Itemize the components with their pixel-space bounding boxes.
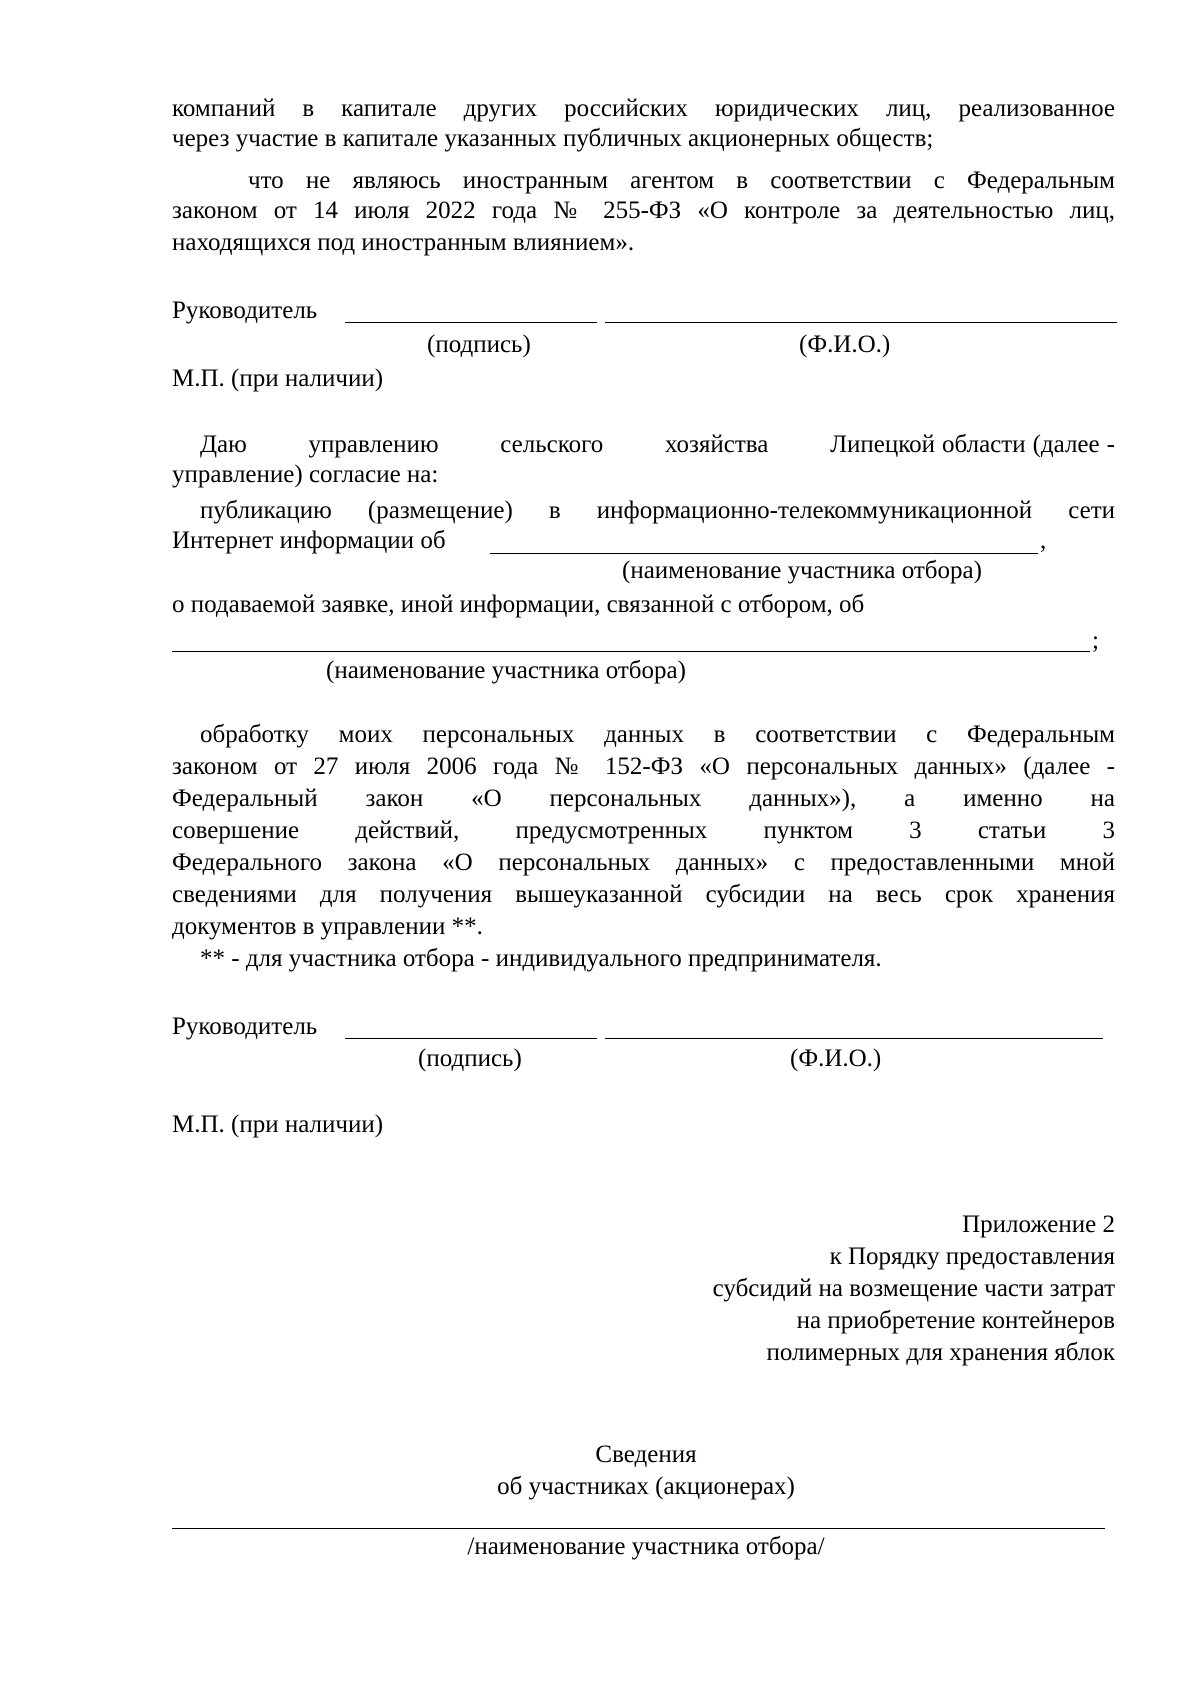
- publish-line-1: публикацию (размещение) в информационно-телекоммуникационной сети: [200, 497, 1115, 524]
- publish-line-2-prefix: Интернет информации об: [172, 527, 446, 554]
- application-line: о подаваемой заявке, иной информации, связанной с отбором, об: [172, 591, 865, 618]
- signature-2-name-line: [605, 1038, 1103, 1039]
- signature-1-label: Руководитель: [172, 297, 318, 324]
- appendix-line-3: субсидий на возмещение части затрат: [712, 1275, 1115, 1302]
- consent-word: сельского: [500, 431, 604, 458]
- info-participant-hint: /наименование участника отбора/: [467, 1533, 825, 1560]
- personal-line-7: документов в управлении **.: [172, 913, 483, 940]
- consent-word: Даю: [200, 431, 247, 458]
- signature-1-signature-hint: (подпись): [427, 331, 531, 358]
- info-title-line-2: об участниках (акционерах): [497, 1473, 795, 1500]
- signature-2-name-hint: (Ф.И.О.): [790, 1045, 882, 1072]
- appendix-line-4: на приобретение контейнеров: [796, 1307, 1115, 1334]
- appendix-line-1: Приложение 2: [962, 1211, 1115, 1238]
- declaration-text: компаний в капитале других российских юридических лиц, реализованное: [172, 95, 1115, 122]
- signature-1-name-line: [605, 322, 1117, 323]
- info-participant-line: [172, 1528, 1105, 1529]
- declaration-line-4: законом от 14 июля 2022 года № 255-ФЗ «О контроле за деятельностью лиц,: [172, 197, 1115, 224]
- signature-2-signature-line: [345, 1038, 597, 1039]
- info-title-line-1: Сведения: [595, 1441, 697, 1468]
- consent-word: -: [1106, 431, 1115, 458]
- signature-1-signature-line: [345, 322, 597, 323]
- consent-intro-line: [200, 430, 1115, 460]
- personal-line-5: Федерального закона «О персональных данных» с предоставленными мной: [172, 849, 1115, 876]
- consent-word: области: [942, 431, 1026, 458]
- declaration-line-3: что не являюсь иностранным агентом в соответствии с Федеральным: [248, 167, 1115, 194]
- signature-1-seal: М.П. (при наличии): [172, 365, 384, 392]
- participant-hint-1: (наименование участника отбора): [622, 557, 982, 584]
- consent-word: (далее: [1032, 431, 1100, 458]
- signature-2-label: Руководитель: [172, 1013, 318, 1040]
- consent-word: Липецкой: [830, 431, 936, 458]
- signature-2-signature-hint: (подпись): [418, 1045, 522, 1072]
- signature-2-seal: М.П. (при наличии): [172, 1111, 384, 1138]
- declaration-line-2: через участие в капитале указанных публичных акционерных обществ;: [172, 125, 934, 152]
- publish-participant-line: [490, 553, 1038, 554]
- signature-1-name-hint: (Ф.И.О.): [799, 331, 891, 358]
- consent-word: хозяйства: [664, 431, 769, 458]
- personal-line-2: законом от 27 июля 2006 года № 152-ФЗ «О персональных данных» (далее -: [172, 753, 1115, 780]
- declaration-line-5: находящихся под иностранным влиянием».: [172, 229, 635, 256]
- personal-line-3: Федеральный закон «О персональных данных»), а именно на: [172, 785, 1115, 812]
- application-participant-line: [172, 651, 1090, 652]
- application-suffix: ;: [1092, 627, 1099, 654]
- consent-word: управлению: [308, 431, 439, 458]
- footnote: ** - для участника отбора - индивидуального предпринимателя.: [200, 945, 882, 972]
- personal-line-4: совершение действий, предусмотренных пунктом 3 статьи 3: [172, 817, 1115, 844]
- consent-intro-line-2: управление) согласие на:: [172, 461, 439, 488]
- appendix-line-2: к Порядку предоставления: [829, 1243, 1115, 1270]
- personal-line-6: сведениями для получения вышеуказанной субсидии на весь срок хранения: [172, 881, 1115, 908]
- declaration-line-1: [172, 94, 1115, 124]
- publish-line-2-suffix: ,: [1040, 527, 1047, 554]
- participant-hint-2: (наименование участника отбора): [326, 657, 686, 684]
- appendix-line-5: полимерных для хранения яблок: [766, 1339, 1115, 1366]
- personal-line-1: обработку моих персональных данных в соответствии с Федеральным: [200, 721, 1115, 748]
